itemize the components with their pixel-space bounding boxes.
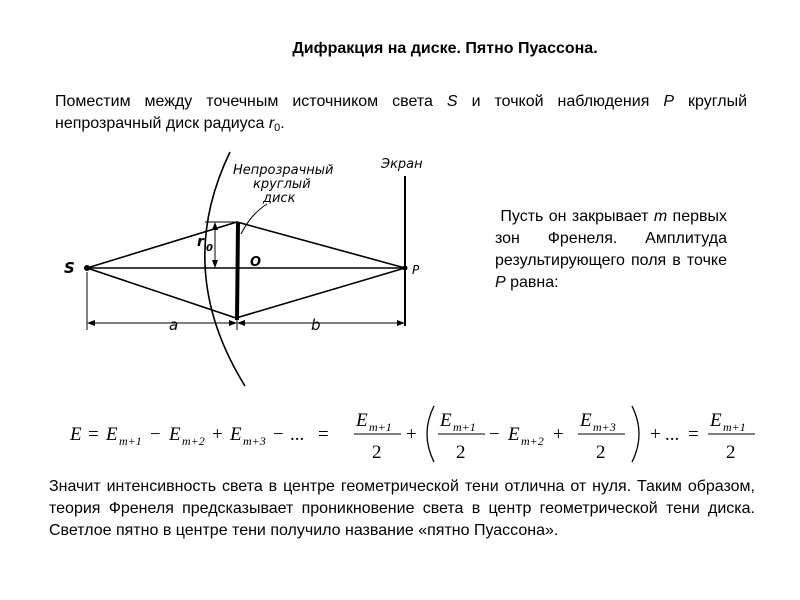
label-screen: Экран bbox=[381, 157, 423, 172]
formula-minus-2: − bbox=[273, 424, 284, 445]
frac4-num-sub: m+1 bbox=[723, 420, 746, 434]
formula-plus-4: + bbox=[650, 424, 661, 445]
formula-e2-sub: m+2 bbox=[182, 434, 205, 448]
intro-paragraph bbox=[55, 91, 747, 139]
r0-arrow-top bbox=[212, 222, 218, 230]
intro-symbol-r: r bbox=[268, 115, 275, 132]
frac2-num-e: E bbox=[440, 410, 452, 431]
disk-line bbox=[237, 223, 238, 320]
formula-eq-2: = bbox=[318, 424, 329, 445]
formula-dots-1: ... bbox=[290, 424, 305, 445]
formula-eq-3: = bbox=[688, 424, 699, 445]
frac2-num-sub: m+1 bbox=[453, 420, 476, 434]
zones-text-2: первых зон Френеля. Амплитуда результирующего поля в точке bbox=[495, 208, 728, 269]
label-s: S bbox=[64, 259, 75, 277]
slide-title: Дифракция на диске. Пятно Пуассона. bbox=[292, 40, 598, 57]
label-r: r bbox=[197, 234, 204, 250]
formula-e4-sub: m+2 bbox=[521, 434, 544, 448]
intro-text-3: круглый непрозрачный диск радиуса bbox=[55, 93, 748, 132]
observation-point bbox=[403, 266, 408, 271]
conclusion-paragraph: Значит интенсивность света в центре геометрической тени отлична от нуля. Таким образом, теория Френеля предсказывает проникновение света в центр геометрической тени диска. Светлое пятно в центре тени получило название «пятно Пуассона». bbox=[49, 478, 755, 539]
formula-eq-1: = bbox=[88, 424, 99, 445]
frac4-num-e: E bbox=[710, 410, 722, 431]
frac1-den: 2 bbox=[372, 442, 382, 463]
a-arrow-right bbox=[229, 320, 237, 326]
ray-lower bbox=[87, 268, 405, 318]
paren-left bbox=[427, 406, 434, 462]
ray-upper bbox=[87, 222, 405, 268]
r0-arrow-bottom bbox=[212, 260, 218, 268]
amplitude-formula bbox=[68, 400, 768, 470]
label-disk-line3: диск bbox=[263, 191, 296, 206]
intro-text-1: Поместим между точечным источником света bbox=[55, 93, 447, 110]
formula-e1: E bbox=[106, 424, 118, 445]
b-arrow-right bbox=[397, 320, 405, 326]
formula-e3: E bbox=[230, 424, 242, 445]
intro-text-2: и точкой наблюдения bbox=[457, 93, 664, 110]
formula-e-lhs: E bbox=[70, 424, 82, 445]
label-disk-line2: круглый bbox=[253, 177, 311, 192]
zones-text-1: Пусть он закрывает bbox=[500, 208, 654, 225]
frac3-den: 2 bbox=[596, 442, 606, 463]
frac2-den: 2 bbox=[456, 442, 466, 463]
label-o: O bbox=[250, 255, 262, 270]
diffraction-diagram bbox=[55, 148, 445, 390]
intro-symbol-p: P bbox=[663, 93, 675, 110]
a-arrow-left bbox=[87, 320, 95, 326]
formula-minus-3: − bbox=[489, 424, 500, 445]
frac4-den: 2 bbox=[726, 442, 736, 463]
formula-e1-sub: m+1 bbox=[119, 434, 142, 448]
label-a: a bbox=[169, 316, 179, 334]
frac3-num-e: E bbox=[580, 410, 592, 431]
label-p: P bbox=[412, 263, 420, 277]
label-b: b bbox=[311, 316, 321, 334]
label-r-sub: 0 bbox=[206, 243, 213, 254]
source-point bbox=[84, 265, 90, 271]
frac1-num-sub: m+1 bbox=[369, 420, 392, 434]
intro-symbol-r-sub: 0 bbox=[274, 122, 281, 134]
formula-plus-3: + bbox=[553, 424, 564, 445]
label-disk-line1: Непрозрачный bbox=[233, 163, 334, 178]
formula-minus-1: − bbox=[150, 424, 161, 445]
zones-symbol-p: P bbox=[495, 274, 506, 291]
intro-symbol-s: S bbox=[446, 93, 458, 110]
frac3-num-sub: m+3 bbox=[593, 420, 616, 434]
intro-text-end: . bbox=[280, 115, 285, 132]
formula-plus-1: + bbox=[212, 424, 223, 445]
formula-plus-2: + bbox=[406, 424, 417, 445]
zones-paragraph bbox=[495, 206, 727, 294]
formula-e4: E bbox=[508, 424, 520, 445]
b-arrow-left bbox=[237, 320, 245, 326]
frac1-num-e: E bbox=[356, 410, 368, 431]
formula-dots-2: ... bbox=[665, 424, 680, 445]
zones-symbol-m: m bbox=[653, 208, 668, 225]
zones-text-3: равна: bbox=[505, 274, 559, 291]
paren-right bbox=[632, 406, 639, 462]
formula-e2: E bbox=[169, 424, 181, 445]
formula-e3-sub: m+3 bbox=[243, 434, 266, 448]
